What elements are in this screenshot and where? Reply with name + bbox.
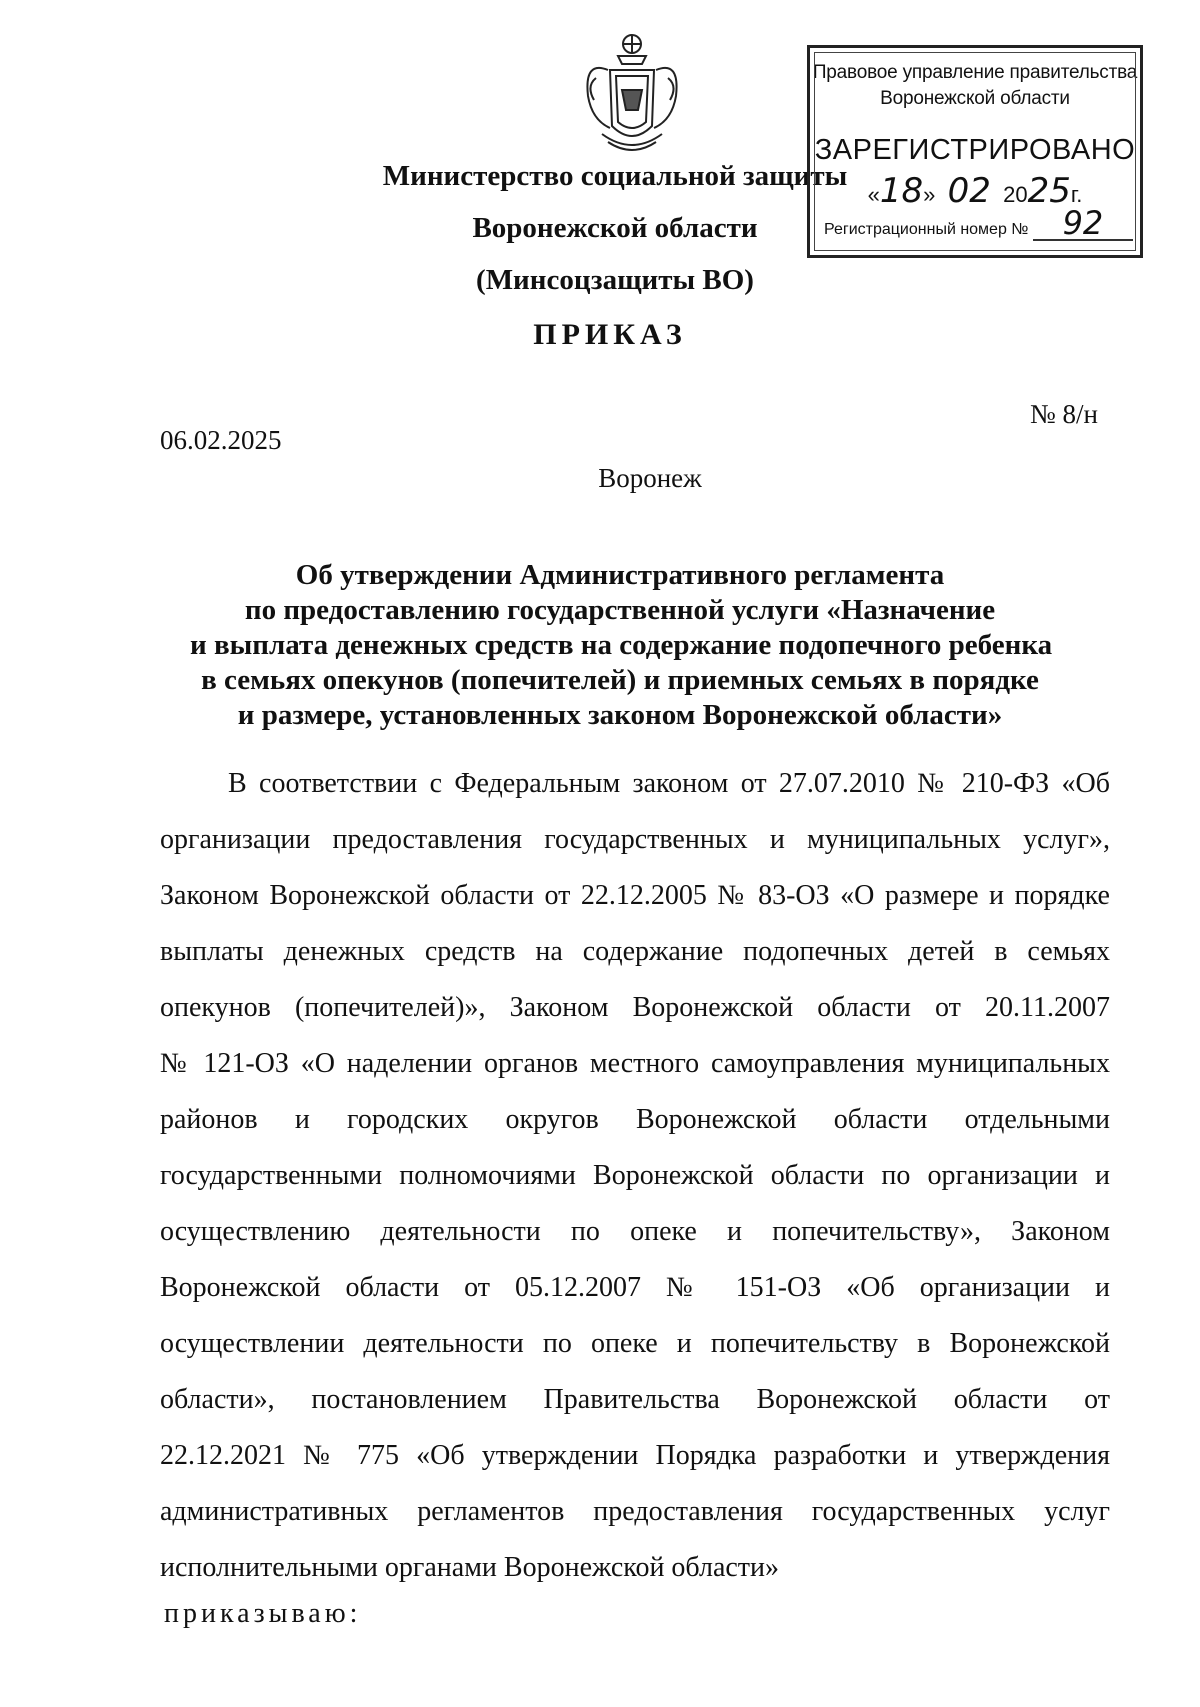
document-title [190,558,1053,733]
registration-stamp [807,45,1143,258]
ministry-abbreviation: (Минсоцзащиты ВО) [476,264,754,296]
stamp-year-prefix: 20 [1003,182,1028,207]
document-number: № 8/н [1030,399,1098,429]
stamp-month: 02 [947,171,991,211]
body-line: административных регламентов предоставления государственных услуг [160,1496,1110,1527]
body-line: Воронежской области от 05.12.2007 № 151-ОЗ «Об организации и [160,1272,1110,1303]
document-city: Воронеж [598,463,702,493]
document-date: 06.02.2025 [160,425,282,455]
body-line: В соответствии с Федеральным законом от 27.07.2010 № 210-ФЗ «Об [228,768,1110,799]
body-line: области», постановлением Правительства Воронежской области от [160,1384,1110,1415]
title-line: Об утверждении Административного регламента [295,559,945,591]
title-line: и размере, установленных законом Воронежской области» [237,699,1003,731]
stamp-year: 25 [1027,171,1071,211]
stamp-year-suffix: г. [1070,182,1083,207]
order-word: приказываю: [164,1598,362,1629]
stamp-day: 18 [879,171,924,211]
stamp-date: «18» 02 2025г. [867,171,1083,211]
ministry-region: Воронежской области [472,212,758,244]
document-body [160,756,1110,1596]
title-line: в семьях опекунов (попечителей) и приемных семьях в порядке [201,664,1039,696]
coat-of-arms-icon [578,30,686,158]
title-line: по предоставлению государственной услуги «Назначение [244,594,996,626]
document-type: ПРИКАЗ [533,318,687,351]
stamp-reg-value: 92 [1062,204,1104,242]
ministry-name: Министерство социальной защиты [382,160,848,192]
body-line: 22.12.2021 № 775 «Об утверждении Порядка разработки и утверждения [160,1440,1110,1471]
body-line: исполнительными органами Воронежской области» [160,1552,780,1583]
stamp-registered: ЗАРЕГИСТРИРОВАНО [814,134,1136,166]
body-line: осуществлению деятельности по опеке и попечительству», Законом [160,1216,1110,1247]
stamp-reg-label: Регистрационный номер № [824,221,1029,238]
body-line: Законом Воронежской области от 22.12.2005 № 83-ОЗ «О размере и порядке [160,880,1110,911]
body-line: государственными полномочиями Воронежской области по организации и [160,1160,1110,1191]
stamp-reg-number [824,204,1133,242]
body-line: № 121-ОЗ «О наделении органов местного самоуправления муниципальных [160,1048,1110,1079]
body-line: районов и городских округов Воронежской области отдельными [160,1104,1110,1135]
body-line: осуществлении деятельности по опеке и попечительству в Воронежской [160,1328,1110,1359]
title-line: и выплата денежных средств на содержание подопечного ребенка [190,629,1053,661]
body-line: опекунов (попечителей)», Законом Воронежской области от 20.11.2007 [160,992,1110,1023]
body-line: организации предоставления государственных и муниципальных услуг», [160,824,1110,855]
body-line: выплаты денежных средств на содержание подопечных детей в семьях [160,936,1110,967]
ministry-header [380,150,850,306]
stamp-org-line1: Правовое управление правительства [812,62,1138,83]
stamp-org-line2: Воронежской области [880,88,1070,109]
